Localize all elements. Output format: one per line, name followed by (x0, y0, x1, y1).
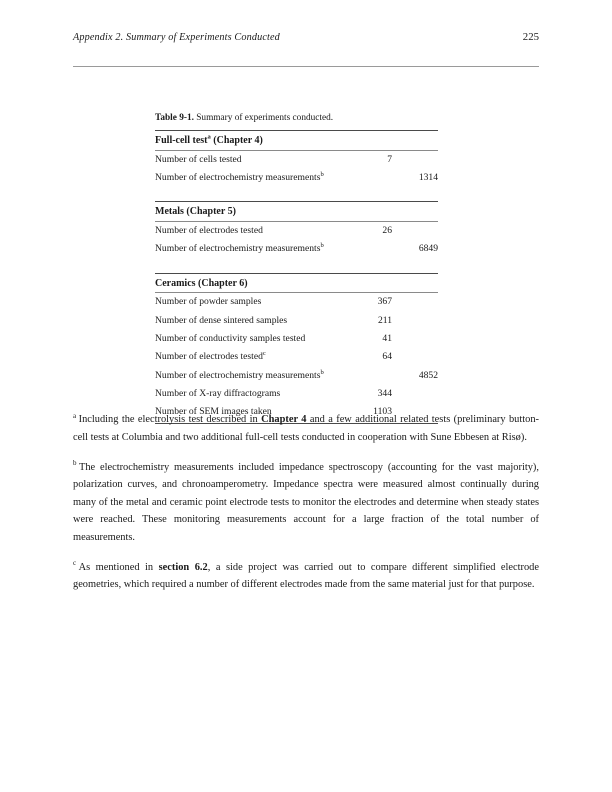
footnote-a (73, 411, 539, 446)
table-row-label: Number of electrochemistry measurements$^b$ (155, 368, 324, 381)
table-row-label: Number of electrochemistry measurements$^b$ (155, 170, 324, 184)
table-row-value-primary: 344 (377, 388, 392, 400)
table-section-header (155, 202, 438, 222)
header-divider-rule (73, 66, 539, 67)
footnote-marker-c: c (73, 559, 77, 568)
table-block (155, 112, 438, 424)
table-row-value-primary: 367 (377, 296, 392, 308)
table-row-value-secondary: 1314 (418, 172, 438, 184)
table-row-label: Number of dense sintered samples (155, 314, 288, 326)
table-row-value-secondary (392, 221, 438, 240)
table-row-label: Number of SEM images taken (155, 403, 337, 424)
table-row-value-secondary: 4852 (418, 369, 438, 381)
table-row (155, 150, 438, 169)
table-section-header (155, 131, 438, 151)
footnote-c (73, 559, 539, 594)
section-footnote-marker: a (207, 133, 211, 141)
table-section-gap (155, 259, 438, 274)
table-row-value-primary: 41 (382, 332, 392, 344)
footnote-b (73, 459, 539, 547)
footnote-a-bold: Chapter 4 (261, 414, 307, 426)
table-row-value-primary: 211 (377, 314, 392, 326)
row-footnote-marker: b (320, 242, 324, 250)
row-footnote-marker: c (262, 350, 266, 358)
footnote-marker-a: a (73, 411, 77, 420)
footnote-a-part2: and a few additional related tests (preliminary button-cell tests at Columbia and two additional full-cell tests conducted in cooperation with Sune Ebbesen at Risø). (73, 414, 539, 443)
table-row-label: Number of cells tested (155, 153, 242, 165)
table-row-value-primary (337, 240, 392, 258)
table-row (155, 169, 438, 187)
footnote-c-bold: section 6.2 (158, 561, 208, 573)
table-row-value-primary (337, 169, 392, 187)
table-row-label: Number of electrodes tested (155, 224, 263, 236)
table-row-value-secondary (392, 150, 438, 169)
footnote-b-part1: The electrochemistry measurements included impedance spectroscopy (accounting for the vast majority), polarization curves, and chronoamperometry. Impedance spectra were measured almost continually during many of the metal and ceramic point electrode tests to monitor the electrodes and determine when steady states were reached. These monitoring measurements account for a large fraction of the total number of measurements. (73, 461, 539, 543)
table-section-gap (155, 187, 438, 202)
table-row-value-primary: 64 (382, 351, 392, 363)
footnotes-block (73, 401, 539, 594)
running-head-title: Appendix 2. Summary of Experiments Conducted (73, 32, 280, 43)
table-row-label: Number of electrochemistry measurements$^b$ (155, 242, 324, 255)
table-section-header-label: Ceramics (Chapter 6) (155, 273, 438, 293)
table-row-value-primary: 7 (387, 153, 392, 165)
table-row-value-primary: 26 (382, 224, 392, 236)
table-section-gap-cell (155, 187, 438, 202)
table-row (155, 367, 438, 385)
table-row-value-secondary (392, 330, 438, 348)
table-row (155, 330, 438, 348)
table-row-value-secondary (392, 348, 438, 366)
table-row (155, 348, 438, 366)
footnote-c-part2: , a side project was carried out to compare different simplified electrode geometries, which required a number of different electrodes made from the same material just for that purpose. (73, 561, 539, 591)
footnote-c-part1: As mentioned in (78, 561, 159, 573)
row-footnote-marker: b (320, 170, 324, 178)
row-footnote-marker: b (320, 368, 324, 376)
experiments-table (155, 130, 438, 424)
page-number: 225 (522, 31, 539, 43)
table-section-header (155, 273, 438, 293)
table-row-value-primary: 1103 (337, 403, 392, 424)
table-caption (155, 112, 438, 124)
table-section-gap-cell (155, 259, 438, 274)
table-row-label: Number of conductivity samples tested (155, 332, 306, 344)
table-caption-text: Summary of experiments conducted. (193, 113, 334, 123)
table-row (155, 293, 438, 312)
table-row-value-secondary: 6849 (418, 243, 438, 255)
footnote-a-part1: Including the electrolysis test described in (78, 414, 262, 426)
table-row-value-secondary (392, 293, 438, 312)
table-row-label: Number of electrodes tested$^c$ (155, 350, 266, 363)
table-row-label: Number of X-ray diffractograms (155, 388, 281, 400)
table-section-header-label: Full-cell test$^a$ (Chapter 4) (155, 131, 438, 151)
table-section-header-label: Metals (Chapter 5) (155, 202, 438, 222)
footnote-marker-b: b (73, 459, 77, 468)
table-row (155, 240, 438, 258)
table-row (155, 311, 438, 329)
table-caption-label: Table 9-1. (155, 113, 194, 123)
table-row-value-secondary (392, 311, 438, 329)
table-row-value-primary (337, 367, 392, 385)
table-row-label: Number of powder samples (155, 296, 262, 308)
running-head (73, 31, 539, 43)
table-row (155, 221, 438, 240)
